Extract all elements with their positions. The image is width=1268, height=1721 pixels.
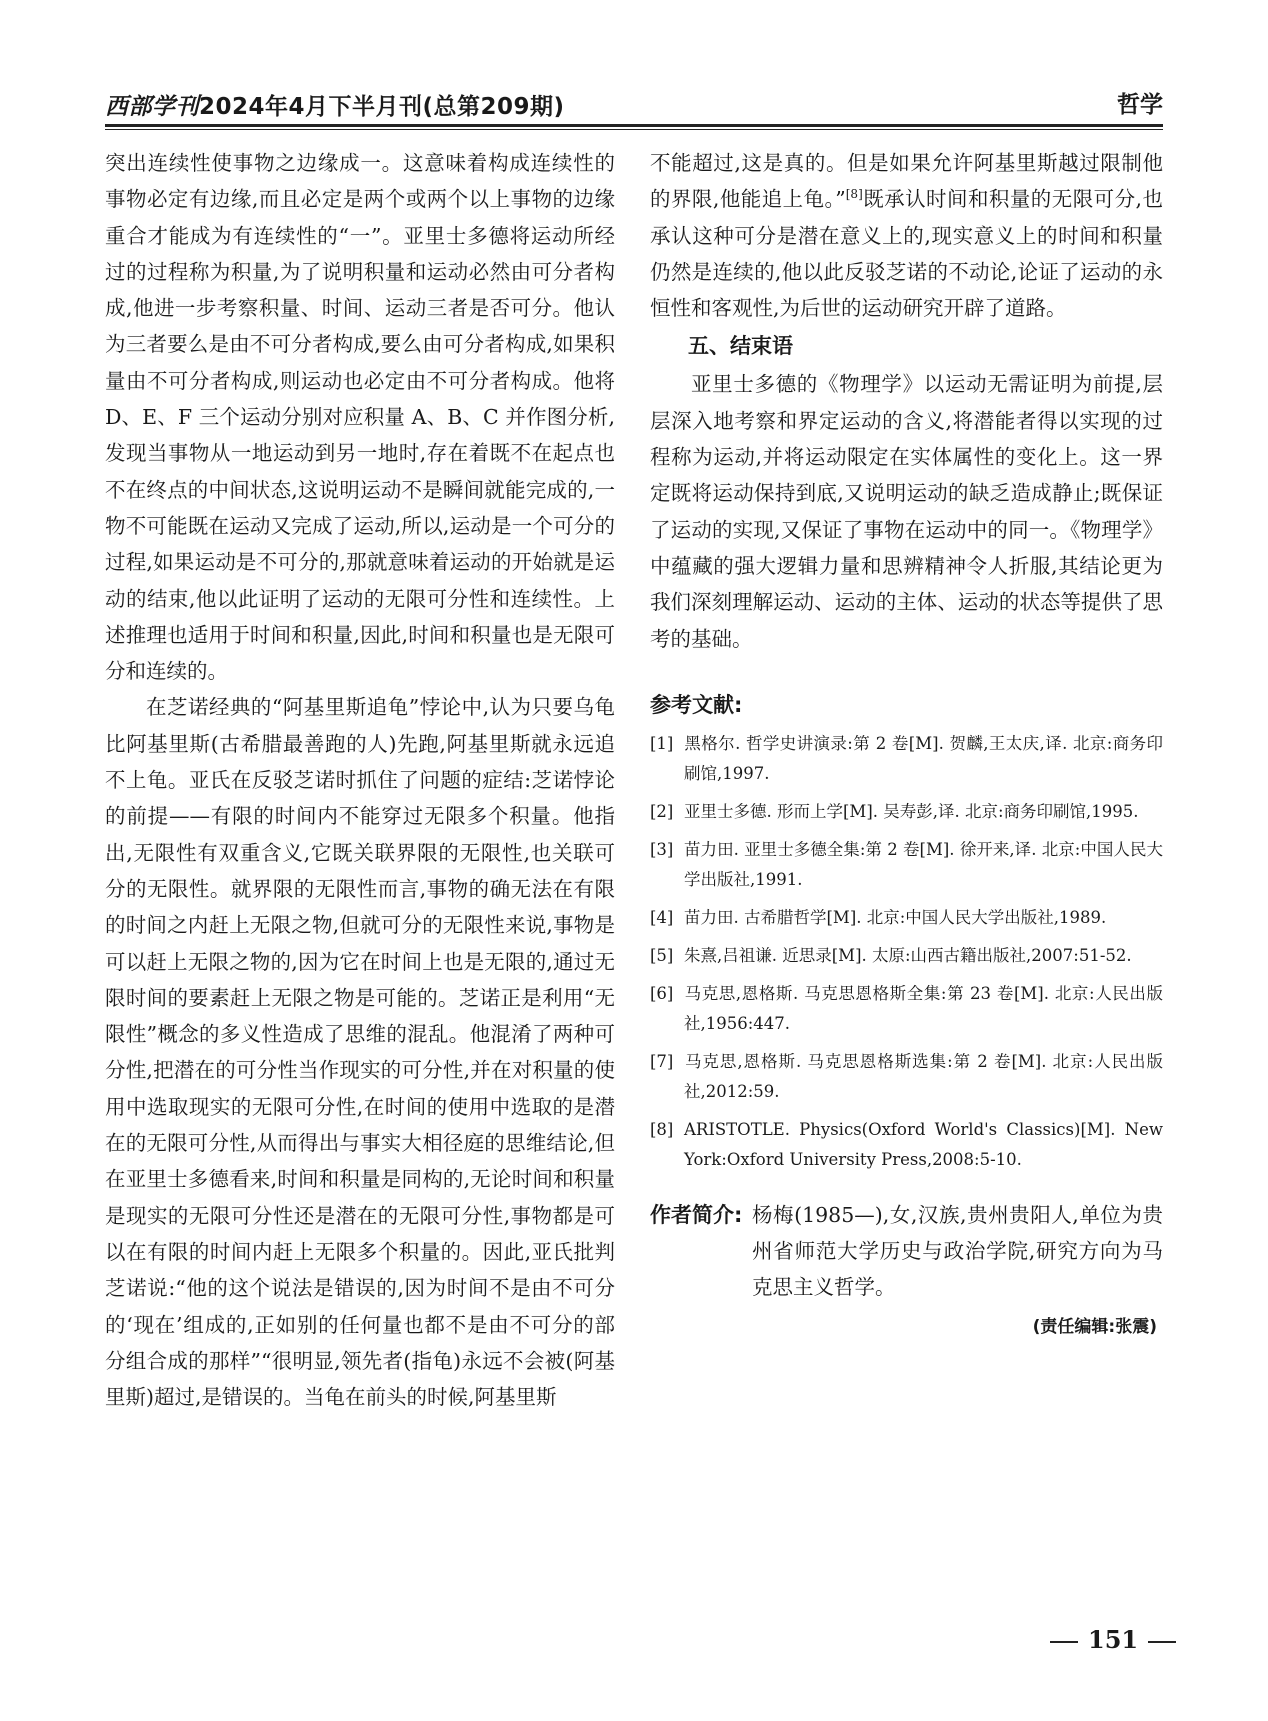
section-name: 哲学: [1117, 92, 1163, 118]
author-bio: [650, 1197, 1163, 1305]
reference-item: [7] 马克思,恩格斯. 马克思恩格斯选集:第 2 卷[M]. 北京:人民出版社,2012:59.: [650, 1051, 1163, 1101]
reference-item: [6] 马克思,恩格斯. 马克思恩格斯全集:第 23 卷[M]. 北京:人民出版社,1956:447.: [650, 983, 1163, 1033]
left-column: [105, 145, 615, 1415]
dash-left: [1050, 1641, 1078, 1643]
header-rule: [105, 124, 1163, 127]
reference-item: [4] 苗力田. 古希腊哲学[M]. 北京:中国人民大学出版社,1989.: [650, 907, 1107, 927]
body-paragraph: 突出连续性使事物之边缘成一。这意味着构成连续性的事物必定有边缘,而且必定是两个或两个以上事物的边缘重合才能成为有连续性的“一”。亚里士多德将运动所经过的过程称为积量,为了说明积量和运动必然由可分者构成,他进一步考察积量、时间、运动三者是否可分。他认为三者要么是由不可分者构成,要么由可分者构成,如果积量由不可分者构成,则运动也必定由不可分者构成。他将 D、E、F 三个运动分别对应积量 A、B、C 并作图分析,发现当事物从一地运动到另一地时,存在着既不在起点也不在终点的中间状态,这说明运动不是瞬间就能完成的,一物不可能既在运动又完成了运动,所以,运动是一个可分的过程,如果运动是不可分的,那就意味着运动的开始就是运动的结束,他以此证明了运动的无限可分性和连续性。上述推理也适用于时间和积量,因此,时间和积量也是无限可分和连续的。: [105, 151, 615, 684]
journal-issue: 2024年4月下半月刊(总第209期): [199, 94, 565, 120]
dash-right: [1148, 1641, 1176, 1643]
journal-logo: 西部学刊: [105, 93, 199, 120]
responsible-editor: (责任编辑:张震): [1032, 1316, 1157, 1337]
references-heading: 参考文献:: [650, 692, 743, 717]
author-bio-text: 杨梅(1985—),女,汉族,贵州贵阳人,单位为贵州省师范大学历史与政治学院,研究方向为马克思主义哲学。: [752, 1202, 1163, 1299]
reference-item: [8] ARISTOTLE. Physics(Oxford World's Classics)[M]. New York:Oxford University Press,2008:5-10.: [650, 1119, 1163, 1169]
reference-item: [5] 朱熹,吕祖谦. 近思录[M]. 太原:山西古籍出版社,2007:51-52.: [650, 945, 1132, 965]
page-number: 151: [1040, 1625, 1186, 1654]
conclusion-paragraph: 亚里士多德的《物理学》以运动无需证明为前提,层层深入地考察和界定运动的含义,将潜能者得以实现的过程称为运动,并将运动限定在实体属性的变化上。这一界定既将运动保持到底,又说明运动的缺乏造成静止;既保证了运动的实现,又保证了事物在运动中的同一。《物理学》中蕴藏的强大逻辑力量和思辨精神令人折服,其结论更为我们深刻理解运动、运动的主体、运动的状态等提供了思考的基础。: [650, 372, 1163, 651]
reference-item: [1] 黑格尔. 哲学史讲演录:第 2 卷[M]. 贺麟,王太庆,译. 北京:商务印刷馆,1997.: [650, 733, 1163, 783]
references-list: [650, 729, 1163, 1175]
conclusion-heading: 五、结束语: [688, 334, 793, 359]
body-paragraph-continued: 不能超过,这是真的。但是如果允许阿基里斯越过限制他的界限,他能追上龟。”[8]既承认时间和积量的无限可分,也承认这种可分是潜在意义上的,现实意义上的时间和积量仍然是连续的,他以此反驳芝诺的不动论,论证了运动的永恒性和客观性,为后世的运动研究开辟了道路。: [650, 151, 1164, 321]
reference-item: [3] 苗力田. 亚里士多德全集:第 2 卷[M]. 徐开来,译. 北京:中国人民大学出版社,1991.: [650, 839, 1163, 889]
page-header: [105, 82, 1163, 122]
journal-info: [105, 88, 565, 121]
citation-marker: [8]: [845, 187, 863, 202]
header-rule-thin: [105, 129, 1163, 130]
reference-item: [2] 亚里士多德. 形而上学[M]. 吴寿彭,译. 北京:商务印刷馆,1995.: [650, 801, 1139, 821]
right-column: [650, 145, 1163, 1345]
author-bio-label: 作者简介:: [650, 1202, 743, 1227]
body-paragraph: 在芝诺经典的“阿基里斯追龟”悖论中,认为只要乌龟比阿基里斯(古希腊最善跑的人)先跑,阿基里斯就永远追不上龟。亚氏在反驳芝诺时抓住了问题的症结:芝诺悖论的前提——有限的时间内不能穿过无限多个积量。他指出,无限性有双重含义,它既关联界限的无限性,也关联可分的无限性。就界限的无限性而言,事物的确无法在有限的时间之内赶上无限之物,但就可分的无限性来说,事物是可以赶上无限之物的,因为它在时间上也是无限的,通过无限时间的要素赶上无限之物是可能的。芝诺正是利用“无限性”概念的多义性造成了思维的混乱。他混淆了两种可分性,把潜在的可分性当作现实的可分性,并在对积量的使用中选取现实的无限可分性,在时间的使用中选取的是潜在的无限可分性,从而得出与事实大相径庭的思维结论,但在亚里士多德看来,时间和积量是同构的,无论时间和积量是现实的无限可分性还是潜在的无限可分性,事物都是可以在有限的时间内赶上无限多个积量的。因此,亚氏批判芝诺说:“他的这个说法是错误的,因为时间不是由不可分的‘现在’组成的,正如别的任何量也都不是由不可分的部分组合成的那样”“很明显,领先者(指龟)永远不会被(阿基里斯)超过,是错误的。当龟在前头的时候,阿基里斯: [105, 695, 615, 1410]
